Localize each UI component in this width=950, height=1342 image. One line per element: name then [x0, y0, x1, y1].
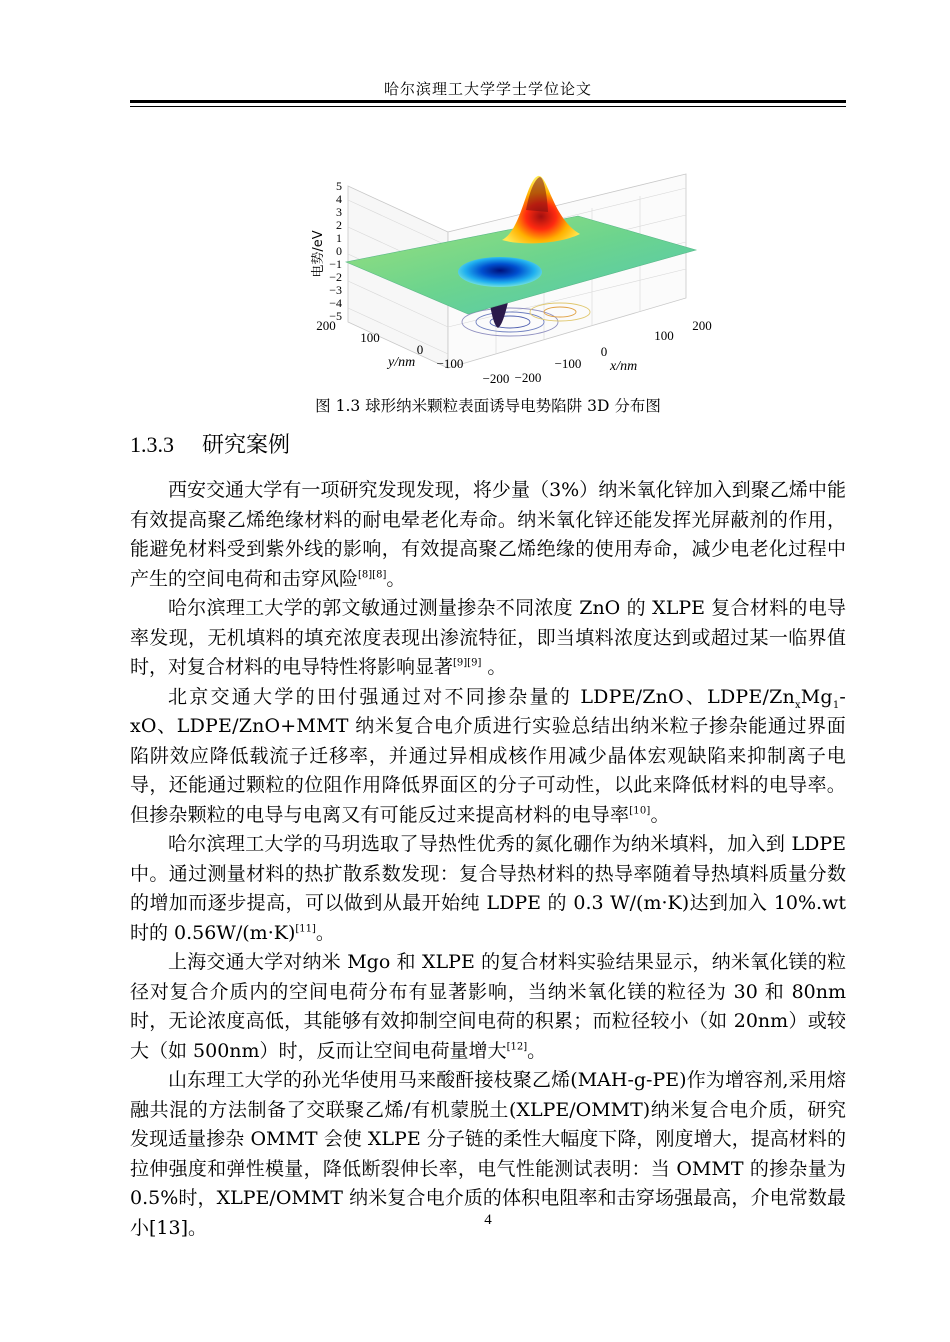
z-tick-label: 1: [336, 231, 342, 245]
paragraph: [130, 830, 846, 948]
section-title: 研究案例: [202, 433, 291, 458]
paragraph-end: 。: [527, 1039, 547, 1062]
paragraph-text: Mg: [800, 685, 833, 708]
citation: [12]: [506, 1041, 528, 1053]
paragraph-text: 山东理工大学的孙光华使用马来酸酐接枝聚乙烯(MAH-g-PE)作为增容剂,采用熔融共混的方法制备了交联聚乙烯/有机蒙脱土(XLPE/OMMT)纳米复合电介质，研究发现适量掺杂 OMMT 会使 XLPE 分子链的柔性大幅度下降，刚度增大，提高材料的拉伸强度和弹性模量，降低断裂伸长率，电气性能测试表明：当 OMMT 的掺杂量为 0.5%时，XLPE/OMMT 纳米复合电介质的体积电阻率和击穿场强最高，介电常数最小[13]。: [130, 1069, 846, 1239]
header-rule-thin: [130, 106, 846, 107]
paragraph-text: 哈尔滨理工大学的马玥选取了导热性优秀的氮化硼作为纳米填料，加入到 LDPE 中。通过测量材料的热扩散系数发现：复合导热材料的热导率随着导热填料质量分数的增加而逐步提高，可以做到从最开始纯 LDPE 的 0.3 W/(m·K)达到加入 10%.wt 时的 0.56W/(m·K): [130, 833, 846, 944]
header-rule-thick: [130, 100, 846, 103]
citation: [11]: [295, 923, 316, 935]
running-header: 哈尔滨理工大学学士学位论文: [383, 80, 592, 98]
z-tick-label: 5: [336, 179, 342, 193]
paragraph: [130, 948, 846, 1066]
paragraph-end: 。: [650, 803, 670, 826]
z-tick-label: 4: [336, 192, 342, 206]
subscript: 1: [832, 699, 840, 711]
y-tick-label: 0: [416, 342, 424, 357]
paragraph-end: 。: [386, 567, 406, 590]
potential-trap-3d-figure: [290, 172, 730, 392]
z-tick-label: 3: [336, 205, 342, 219]
subscript: x: [794, 699, 801, 711]
x-tick-label: 0: [600, 344, 608, 359]
z-tick-label: 2: [336, 218, 342, 232]
citation: [8][8]: [358, 569, 387, 581]
x-axis-label: x/nm: [610, 359, 638, 374]
section-heading: [130, 428, 290, 459]
y-tick-label: −100: [436, 356, 464, 371]
paragraph-text: 西安交通大学有一项研究发现发现，将少量（3%）纳米氧化锌加入到聚乙烯中能有效提高聚乙烯绝缘材料的耐电晕老化寿命。纳米氧化锌还能发挥光屏蔽剂的作用，能避免材料受到紫外线的影响，有效提高聚乙烯绝缘的使用寿命，减少电老化过程中产生的空间电荷和击穿风险: [130, 479, 846, 590]
z-axis-label: 电势/eV: [311, 230, 326, 278]
citation: [9][9]: [453, 657, 482, 669]
paragraph-text: 哈尔滨理工大学的郭文敏通过测量掺杂不同浓度 ZnO 的 XLPE 复合材料的电导率发现，无机填料的填充浓度表现出渗流特征，即当填料浓度达到或超过某一临界值时，对复合材料的电导特性将影响显著: [130, 597, 846, 678]
y-tick-label: 100: [360, 330, 380, 345]
z-tick-label: −4: [329, 296, 342, 310]
y-tick-label: 200: [316, 318, 336, 333]
page-number: 4: [484, 1212, 492, 1228]
z-tick-label: −1: [329, 257, 342, 271]
paragraph-text: 上海交通大学对纳米 Mgo 和 XLPE 的复合材料实验结果显示，纳米氧化镁的粒径对复合介质内的空间电荷分布有显著影响，当纳米氧化镁的粒径为 30 和 80nm 时，无论浓度高低，其能够有效抑制空间电荷的积累；而粒径较小（如 20nm）或较大（如 500nm）时，反而让空间电荷量增大: [130, 951, 846, 1062]
paragraph: [130, 594, 846, 683]
body-text: [130, 476, 846, 1243]
paragraph-text: -xO、LDPE/ZnO+MMT 纳米复合电介质进行实验总结出纳米粒子掺杂能通过界面陷阱效应降低载流子迁移率，并通过异相成核作用减少晶体宏观缺陷来抑制离子电导，还能通过颗粒的位阻作用降低界面区的分子可动性，以此来降低材料的电导率。但掺杂颗粒的电导与电离又有可能反过来提高材料的电导率: [130, 685, 846, 826]
paragraph: [130, 683, 846, 831]
z-tick-label: −2: [329, 270, 342, 284]
x-tick-label: 100: [654, 328, 674, 343]
x-tick-label: −100: [554, 356, 582, 371]
paragraph: [130, 476, 846, 594]
z-tick-label: −5: [329, 309, 342, 323]
figure-caption: 图 1.3 球形纳米颗粒表面诱导电势陷阱 3D 分布图: [315, 397, 661, 415]
citation: [10]: [629, 805, 651, 817]
section-number: 1.3.3: [130, 432, 174, 457]
x-tick-label: 200: [692, 318, 712, 333]
z-tick-label: −3: [329, 283, 342, 297]
x-tick-label: −200: [514, 370, 542, 385]
z-tick-label: 0: [336, 244, 342, 258]
y-tick-label: −200: [482, 371, 510, 386]
paragraph-end: 。: [481, 656, 507, 678]
y-axis-label: y/nm: [388, 355, 416, 370]
paragraph-text: 北京交通大学的田付强通过对不同掺杂量的 LDPE/ZnO、LDPE/Zn: [168, 685, 795, 708]
paragraph-end: 。: [315, 921, 335, 944]
